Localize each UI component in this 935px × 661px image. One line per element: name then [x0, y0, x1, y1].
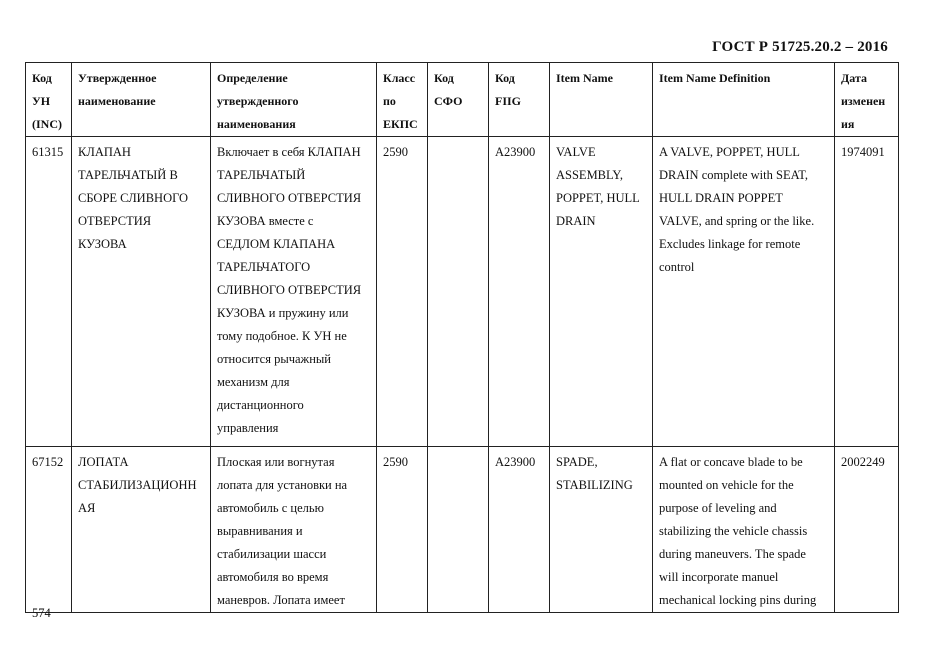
- cell-item-definition: A flat or concave blade to be mounted on vehicle for the purpose of leveling and stabilizing the vehicle chassis during maneuvers. The spade will incorporate manuel mechanical locking pins during: [653, 447, 835, 613]
- cell-inc: 67152: [26, 447, 72, 613]
- cell-item-definition: A VALVE, POPPET, HULL DRAIN complete with SEAT, HULL DRAIN POPPET VALVE, and spring or the like. Excludes linkage for remote control: [653, 137, 835, 447]
- header-approved-name: Утвержденное наименование: [72, 63, 211, 137]
- cell-sfo: [428, 137, 489, 447]
- table-header-row: [26, 63, 899, 137]
- cell-sfo: [428, 447, 489, 613]
- header-change-date: Дата изменен ия: [835, 63, 899, 137]
- cell-fiig: A23900: [489, 447, 550, 613]
- cell-inc: 61315: [26, 137, 72, 447]
- header-class: Класс по ЕКПС: [377, 63, 428, 137]
- header-fiig-code: Код FIIG: [489, 63, 550, 137]
- header-definition: Определение утвержденного наименования: [211, 63, 377, 137]
- cell-date: 1974091: [835, 137, 899, 447]
- cell-item-name: SPADE, STABILIZING: [550, 447, 653, 613]
- cell-fiig: A23900: [489, 137, 550, 447]
- page-number: 574: [32, 606, 51, 620]
- table-row: [26, 137, 899, 447]
- inc-table: [25, 62, 899, 613]
- table-row: [26, 447, 899, 613]
- cell-class: 2590: [377, 137, 428, 447]
- document-standard-header: ГОСТ Р 51725.20.2 – 2016: [712, 39, 888, 55]
- cell-class: 2590: [377, 447, 428, 613]
- cell-item-name: VALVE ASSEMBLY, POPPET, HULL DRAIN: [550, 137, 653, 447]
- header-inc-code: Код УН (INC): [26, 63, 72, 137]
- cell-definition: Плоская или вогнутая лопата для установки на автомобиль с целью выравнивания и стабилизации шасси автомобиля во время маневров. Лопата имеет: [211, 447, 377, 613]
- header-item-name-definition: Item Name Definition: [653, 63, 835, 137]
- cell-approved-name: ЛОПАТА СТАБИЛИЗАЦИОНН АЯ: [72, 447, 211, 613]
- cell-date: 2002249: [835, 447, 899, 613]
- cell-definition: Включает в себя КЛАПАН ТАРЕЛЬЧАТЫЙ СЛИВНОГО ОТВЕРСТИЯ КУЗОВА вместе с СЕДЛОМ КЛАПАНА ТАРЕЛЬЧАТОГО СЛИВНОГО ОТВЕРСТИЯ КУЗОВА и пружину или тому подобное. К УН не относится рычажный механизм для дистанционного управления: [211, 137, 377, 447]
- header-sfo-code: Код СФО: [428, 63, 489, 137]
- cell-approved-name: КЛАПАН ТАРЕЛЬЧАТЫЙ В СБОРЕ СЛИВНОГО ОТВЕРСТИЯ КУЗОВА: [72, 137, 211, 447]
- header-item-name: Item Name: [550, 63, 653, 137]
